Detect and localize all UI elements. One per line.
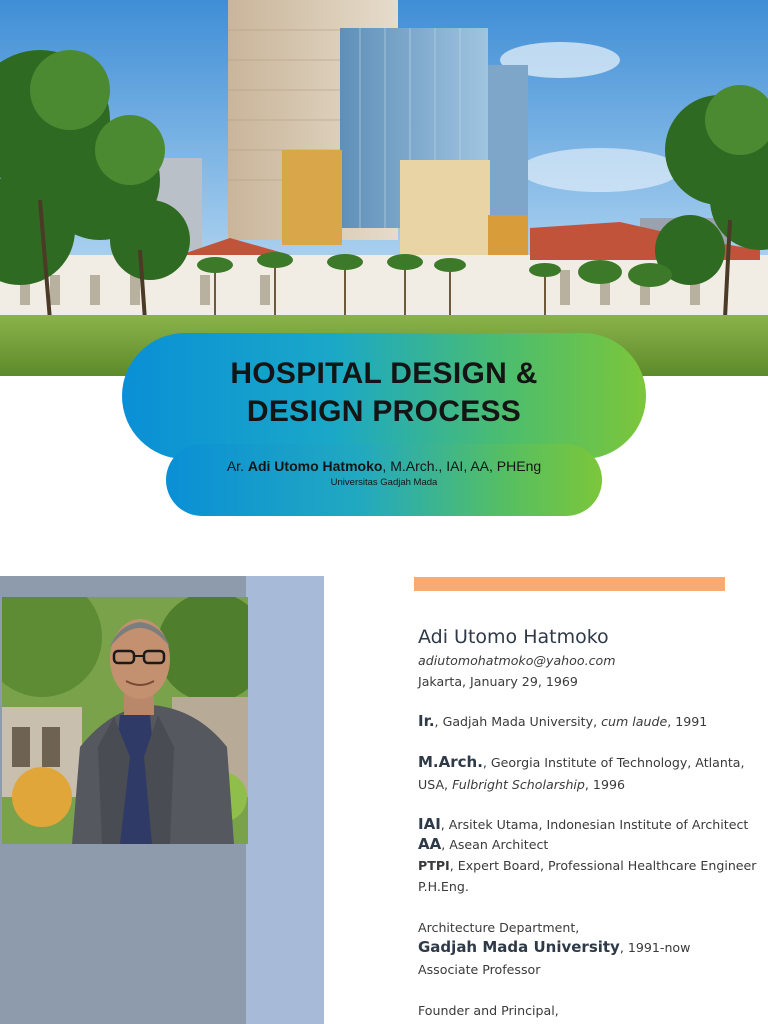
ugm-years: , 1991-now — [619, 940, 691, 955]
ugm-name: Gadjah Mada University — [418, 938, 620, 956]
ptpi-text: , Expert Board, Professional Healthcare Engineer — [449, 858, 757, 873]
bio-birth: Jakarta, January 29, 1969 — [418, 674, 578, 689]
march-text: Georgia Institute of Technology, Atlanta, — [486, 755, 745, 770]
bio-ptpi — [418, 858, 756, 873]
bio-dept: Architecture Department, — [418, 920, 580, 935]
bio-founder: Founder and Principal, — [418, 1003, 559, 1018]
author-name: Adi Utomo Hatmoko — [247, 458, 383, 474]
bio-email: adiutomohatmoko@yahoo.com — [418, 653, 616, 668]
bio-aa: AA, Asean Architect — [418, 835, 549, 853]
author-university: Universitas Gadjah Mada — [330, 477, 438, 488]
title-line-2: DESIGN PROCESS — [246, 395, 522, 428]
title-line-1: HOSPITAL DESIGN & — [230, 357, 538, 390]
bio-pheng: P.H.Eng. — [418, 879, 469, 894]
aa-text: Asean Architect — [445, 837, 549, 852]
march-year: , 1996 — [584, 777, 625, 792]
aa-label: AA — [418, 835, 442, 853]
author-portrait — [2, 597, 248, 844]
portrait-illustration — [2, 597, 248, 844]
bio-position: Associate Professor — [418, 962, 541, 977]
accent-bar — [414, 577, 725, 591]
bio-name: Adi Utomo Hatmoko — [418, 626, 609, 648]
ptpi-label: PTPI — [418, 858, 450, 873]
march-country: USA, — [418, 777, 453, 792]
presentation-title — [122, 355, 646, 431]
ir-label: Ir. — [418, 712, 435, 730]
ir-year: , 1991 — [667, 714, 708, 729]
bio-march: M.Arch., Georgia Institute of Technology, Atlanta, — [418, 753, 745, 771]
hero-photo — [0, 0, 768, 376]
ir-text: Gadjah Mada University, — [438, 714, 602, 729]
hero-illustration — [0, 0, 768, 376]
iai-text: Arsitek Utama, Indonesian Institute of Architect — [444, 817, 749, 832]
ir-honor: cum laude — [601, 714, 668, 729]
author-prefix: Ar. — [226, 458, 248, 474]
bio-march-2 — [418, 777, 625, 792]
bio-iai: IAI, Arsitek Utama, Indonesian Institute of Architect — [418, 815, 749, 833]
march-scholarship: Fulbright Scholarship — [452, 777, 585, 792]
bio-ir: Ir., Gadjah Mada University, cum laude, 1991 — [418, 712, 708, 730]
panel-accent — [246, 576, 324, 1024]
author-line — [166, 458, 602, 474]
iai-label: IAI — [418, 815, 441, 833]
bio-ugm — [418, 938, 690, 956]
march-label: M.Arch. — [418, 753, 483, 771]
author-credentials: , M.Arch., IAI, AA, PHEng — [382, 458, 542, 474]
